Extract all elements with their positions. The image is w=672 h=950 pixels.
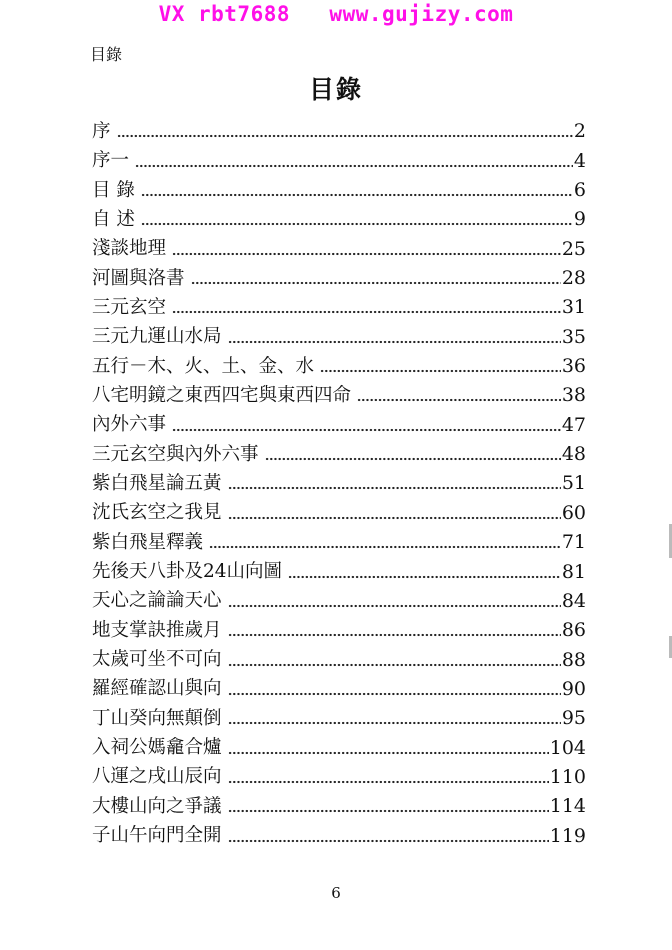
- toc-entry: [92, 435, 586, 464]
- toc-dot-leader: [141, 212, 573, 226]
- toc-entry-label: 內外六事: [92, 414, 167, 436]
- toc-entry-page: 110: [549, 765, 586, 788]
- toc-entry-page: 47: [561, 413, 586, 436]
- toc-entry-page: 31: [561, 296, 586, 319]
- table-of-contents: [92, 112, 586, 846]
- toc-entry: [92, 229, 586, 258]
- toc-entry-label: 八運之戌山辰向: [92, 766, 222, 788]
- toc-entry: [92, 347, 586, 376]
- toc-entry: [92, 112, 586, 141]
- toc-dot-leader: [117, 124, 573, 138]
- toc-entry-label: 羅經確認山與向: [92, 678, 222, 700]
- toc-entry-label: 丁山癸向無顛倒: [92, 707, 222, 729]
- toc-dot-leader: [357, 388, 561, 402]
- toc-entry-page: 81: [561, 560, 586, 583]
- toc-dot-leader: [172, 300, 561, 314]
- toc-entry: [92, 552, 586, 581]
- toc-entry-label: 三元玄空與內外六事: [92, 443, 259, 465]
- toc-entry-page: 60: [561, 501, 586, 524]
- toc-dot-leader: [228, 476, 561, 490]
- toc-entry-page: 28: [561, 267, 586, 290]
- toc-dot-leader: [135, 154, 573, 168]
- toc-entry-label: 太歲可坐不可向: [92, 649, 222, 671]
- toc-entry-page: 38: [561, 384, 586, 407]
- toc-dot-leader: [228, 506, 561, 520]
- toc-entry: [92, 493, 586, 522]
- toc-entry-label: 三元玄空: [92, 296, 167, 318]
- page-number: 6: [331, 884, 341, 902]
- toc-entry-label: 先後天八卦及24山向圖: [92, 561, 283, 582]
- toc-dot-leader: [141, 183, 573, 197]
- toc-entry: [92, 728, 586, 757]
- page-title: 目錄: [308, 75, 363, 104]
- toc-entry: [92, 640, 586, 669]
- toc-entry: [92, 405, 586, 434]
- toc-dot-leader: [320, 359, 561, 373]
- toc-dot-leader: [228, 799, 549, 813]
- toc-dot-leader: [228, 653, 561, 667]
- toc-entry: [92, 464, 586, 493]
- toc-entry-page: 9: [573, 208, 586, 231]
- toc-entry-page: 95: [561, 707, 586, 730]
- toc-entry-label: 入祠公媽龕合爐: [92, 737, 222, 759]
- toc-entry-page: 84: [561, 589, 586, 612]
- toc-dot-leader: [288, 565, 561, 579]
- toc-entry: [92, 582, 586, 611]
- toc-entry-page: 88: [561, 648, 586, 671]
- toc-entry: [92, 758, 586, 787]
- toc-entry-label: 紫白飛星釋義: [92, 531, 204, 553]
- toc-dot-leader: [228, 770, 549, 784]
- toc-entry: [92, 816, 586, 845]
- toc-entry-page: 36: [561, 355, 586, 378]
- toc-entry: [92, 611, 586, 640]
- toc-dot-leader: [191, 271, 561, 285]
- toc-entry-page: 104: [549, 736, 586, 759]
- toc-entry: [92, 317, 586, 346]
- toc-entry-page: 6: [573, 179, 586, 202]
- toc-entry: [92, 787, 586, 816]
- toc-dot-leader: [172, 242, 561, 256]
- toc-entry-label: 沈氏玄空之我見: [92, 502, 222, 524]
- toc-entry-label: 序: [92, 120, 111, 142]
- toc-entry-label: 淺談地理: [92, 238, 167, 260]
- toc-dot-leader: [172, 418, 561, 432]
- toc-entry-page: 48: [561, 443, 586, 466]
- toc-entry-page: 35: [561, 325, 586, 348]
- toc-entry: [92, 670, 586, 699]
- toc-entry: [92, 200, 586, 229]
- toc-entry-label: 地支掌訣推歲月: [92, 619, 222, 641]
- toc-entry-label: 序一: [92, 150, 130, 172]
- toc-entry-label: 目 錄: [92, 179, 135, 201]
- toc-dot-leader: [228, 623, 561, 637]
- toc-entry-page: 2: [573, 120, 586, 143]
- toc-entry-label: 天心之論論天心: [92, 590, 222, 612]
- toc-dot-leader: [228, 682, 561, 696]
- toc-dot-leader: [228, 594, 561, 608]
- toc-dot-leader: [228, 741, 549, 755]
- toc-entry-label: 子山午向門全開: [92, 825, 222, 847]
- toc-dot-leader: [265, 447, 561, 461]
- toc-entry: [92, 171, 586, 200]
- toc-dot-leader: [209, 535, 561, 549]
- toc-entry-label: 大樓山向之爭議: [92, 795, 222, 817]
- toc-entry-page: 114: [549, 795, 586, 818]
- toc-entry-page: 90: [561, 677, 586, 700]
- toc-dot-leader: [228, 711, 561, 725]
- toc-dot-leader: [228, 330, 561, 344]
- toc-entry-page: 4: [573, 149, 586, 172]
- toc-dot-leader: [228, 829, 549, 843]
- toc-entry-label: 自 述: [92, 208, 135, 230]
- toc-entry-page: 25: [561, 237, 586, 260]
- watermark-text: VX rbt7688 www.gujizy.com: [158, 2, 514, 26]
- toc-entry-label: 八宅明鏡之東西四宅與東西四命: [92, 384, 352, 406]
- toc-entry-page: 51: [561, 472, 586, 495]
- toc-entry: [92, 376, 586, 405]
- toc-entry-label: 五行－木、火、土、金、水: [92, 355, 315, 377]
- toc-entry-page: 86: [561, 619, 586, 642]
- toc-entry-page: 119: [549, 824, 586, 847]
- toc-entry-label: 河圖與洛書: [92, 267, 185, 289]
- toc-entry: [92, 141, 586, 170]
- toc-entry-page: 71: [561, 531, 586, 554]
- toc-entry: [92, 523, 586, 552]
- running-head: 目錄: [90, 45, 123, 64]
- toc-entry-label: 三元九運山水局: [92, 326, 222, 348]
- toc-entry: [92, 259, 586, 288]
- toc-entry-label: 紫白飛星論五黃: [92, 472, 222, 494]
- toc-entry: [92, 699, 586, 728]
- toc-entry: [92, 288, 586, 317]
